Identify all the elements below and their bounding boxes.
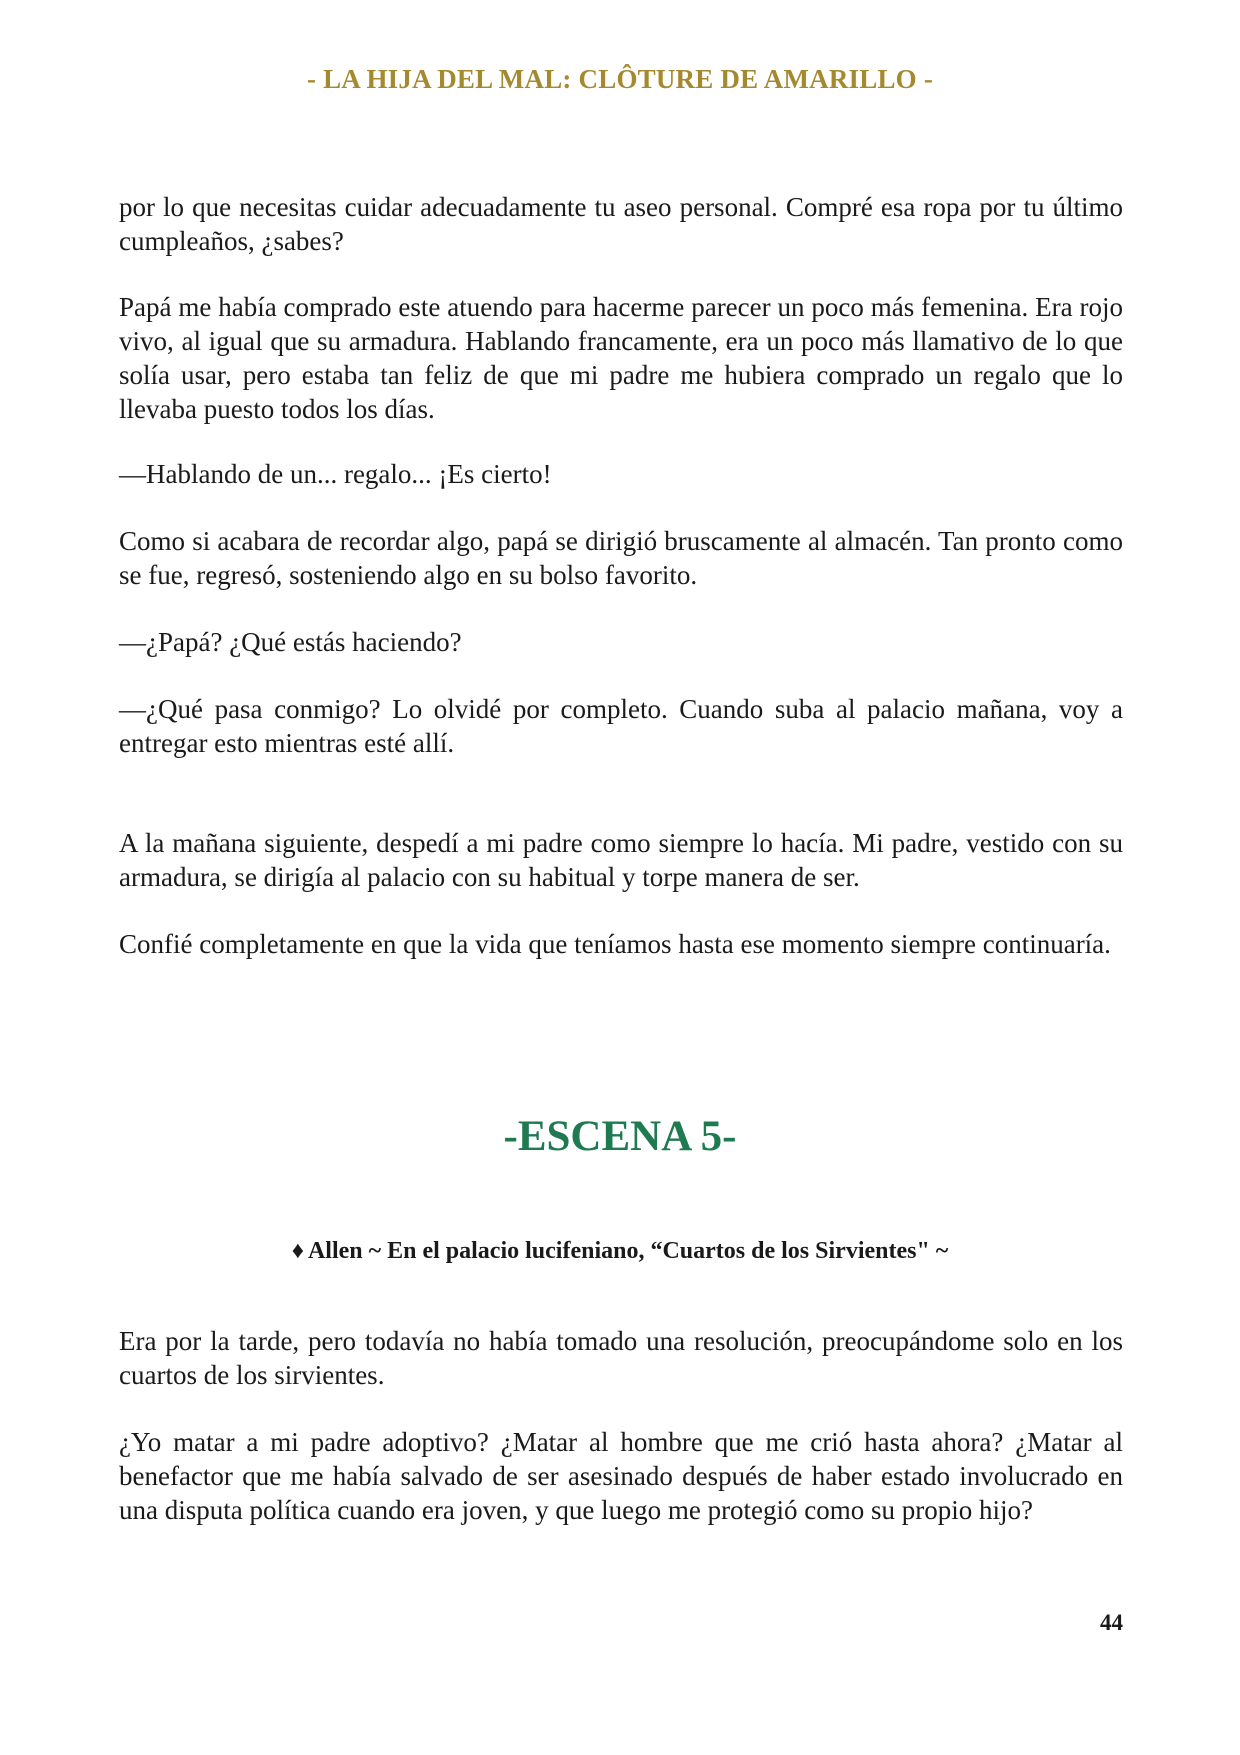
text-block: [119, 927, 1123, 961]
paragraph: Papá me había comprado este atuendo para hacerme parecer un poco más femenina. Era rojo vivo, al igual que su armadura. Hablando francamente, era un poco más llamativo de lo que solía usar, pero estaba tan feliz de que mi padre me hubiera comprado un regalo que lo llevaba puesto todos los días.: [119, 292, 1123, 424]
scene-title: -ESCENA 5-: [503, 1113, 737, 1160]
paragraph: A la mañana siguiente, despedí a mi padre como siempre lo hacía. Mi padre, vestido con su armadura, se dirigía al palacio con su habitual y torpe manera de ser.: [119, 828, 1123, 892]
text-block: [119, 625, 1123, 659]
dialogue-line: —¿Qué pasa conmigo? Lo olvidé por completo. Cuando suba al palacio mañana, voy a entregar esto mientras esté allí.: [119, 694, 1123, 758]
text-block: [119, 190, 1123, 258]
running-header: - LA HIJA DEL MAL: CLÔTURE DE AMARILLO -: [306, 64, 934, 94]
paragraph: Como si acabara de recordar algo, papá se dirigió bruscamente al almacén. Tan pronto como se fue, regresó, sosteniendo algo en su bolso favorito.: [119, 526, 1123, 590]
scene-subtitle-text: Allen ~ En el palacio lucifeniano, “Cuartos de los Sirvientes" ~: [307, 1238, 949, 1264]
paragraph: ¿Yo matar a mi padre adoptivo? ¿Matar al hombre que me crió hasta ahora? ¿Matar al benefactor que me había salvado de ser asesinado después de haber estado involucrado en una disputa política cuando era joven, y que luego me protegió como su propio hijo?: [119, 1427, 1123, 1525]
text-block: [119, 290, 1123, 426]
text-block: [119, 524, 1123, 592]
text-block: [119, 692, 1123, 760]
text-block: [119, 457, 1123, 491]
dialogue-line: —¿Papá? ¿Qué estás haciendo?: [119, 627, 462, 657]
scene-subtitle: [0, 1238, 1240, 1265]
text-block: [119, 1425, 1123, 1527]
paragraph: por lo que necesitas cuidar adecuadamente tu aseo personal. Compré esa ropa por tu último cumpleaños, ¿sabes?: [119, 192, 1123, 256]
page-number: 44: [1100, 1610, 1123, 1635]
paragraph: Confié completamente en que la vida que teníamos hasta ese momento siempre continuaría.: [119, 929, 1111, 959]
dialogue-line: —Hablando de un... regalo... ¡Es cierto!: [119, 459, 552, 489]
paragraph: Era por la tarde, pero todavía no había tomado una resolución, preocupándome solo en los cuartos de los sirvientes.: [119, 1326, 1123, 1390]
text-block: [119, 1324, 1123, 1392]
text-block: [119, 826, 1123, 894]
diamond-icon: ♦: [291, 1238, 304, 1264]
